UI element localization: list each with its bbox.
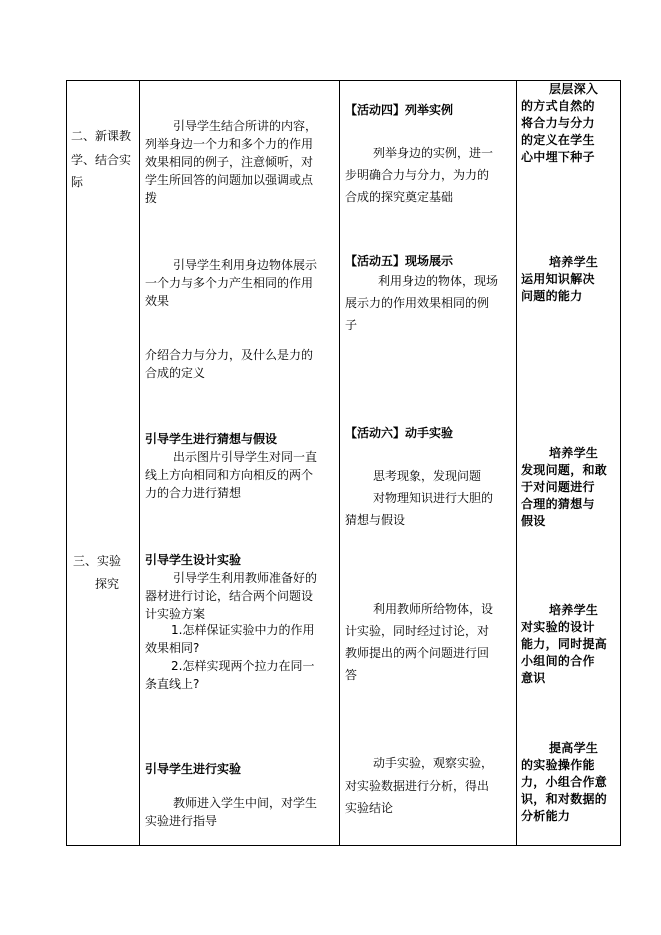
- stage-new-lesson-line-2: 学、结合实: [71, 153, 132, 167]
- conduct-title: 引导学生进行实验: [145, 762, 242, 776]
- teacher-list-examples-line-2: 列举身边一个力和多个力的作用: [145, 137, 314, 151]
- design-student-line-1: 利用教师所给物体，设: [373, 602, 494, 616]
- intent-d-line-2: 对实验的设计: [521, 620, 595, 634]
- intent-c-line-3: 于对问题进行: [521, 480, 595, 494]
- guess-text-line-3: 力的合力进行猜想: [145, 486, 242, 500]
- guess-title: 引导学生进行猜想与假设: [145, 432, 278, 446]
- question-2-line-2: 条直线上?: [145, 677, 200, 691]
- intent-b-line-2: 运用知识解决: [521, 272, 595, 286]
- intent-d-line-3: 能力，同时提高: [521, 637, 608, 651]
- teacher-demo-line-1: 引导学生利用身边物体展示: [173, 258, 318, 272]
- activity-5-text-line-3: 子: [345, 318, 358, 332]
- conduct-student-line-2: 对实验数据进行分析，得出: [345, 779, 490, 793]
- question-2-line-1: 2.怎样实现两个拉力在同一: [171, 659, 315, 673]
- teacher-definition-line-2: 合成的定义: [145, 366, 206, 380]
- teacher-definition-line-1: 介绍合力与分力，及什么是力的: [145, 348, 314, 362]
- intent-a-line-3: 将合力与分力: [521, 116, 595, 130]
- question-1-line-2: 效果相同?: [145, 641, 200, 655]
- design-student-line-2: 计实验，同时经过讨论，对: [345, 624, 490, 638]
- intent-e-line-5: 分析能力: [521, 809, 571, 823]
- question-1-line-1: 1.怎样保证实验中力的作用: [171, 623, 315, 637]
- design-text-line-3: 计实验方案: [145, 607, 206, 621]
- intent-c-line-1: 培养学生: [549, 446, 599, 460]
- guess-text-line-2: 线上方向相同和方向相反的两个: [145, 468, 314, 482]
- conduct-student-line-3: 实验结论: [345, 801, 394, 815]
- stage-new-lesson-line-3: 际: [71, 175, 84, 189]
- guess-text-line-1: 出示图片引导学生对同一直: [173, 450, 318, 464]
- activity-4-title: 【活动四】列举实例: [345, 103, 454, 117]
- intent-a-line-5: 心中埋下种子: [521, 150, 595, 164]
- design-student-line-3: 教师提出的两个问题进行回: [345, 646, 490, 660]
- teacher-demo-line-3: 效果: [145, 294, 170, 308]
- teacher-list-examples-line-1: 引导学生结合所讲的内容，: [173, 119, 318, 133]
- intent-c-line-4: 合理的猜想与: [521, 497, 595, 511]
- conduct-text-line-2: 实验进行指导: [145, 814, 218, 828]
- activity-5-text-line-2: 展示力的作用效果相同的例: [345, 296, 490, 310]
- activity-6-text-a: 思考现象，发现问题: [373, 469, 482, 483]
- teacher-list-examples-line-5: 拨: [145, 191, 158, 205]
- intent-a-line-1: 层层深入: [549, 82, 599, 96]
- design-text-line-2: 器材进行讨论，结合两个问题设: [145, 589, 314, 603]
- conduct-student-line-1: 动手实验，观察实验，: [373, 756, 494, 770]
- activity-4-text-line-1: 列举身边的实例，进一: [373, 146, 494, 160]
- design-title: 引导学生设计实验: [145, 553, 242, 567]
- intent-e-line-1: 提高学生: [549, 741, 599, 755]
- intent-e-line-4: 识，和对数据的: [521, 792, 608, 806]
- activity-6-title: 【活动六】动手实验: [345, 426, 454, 440]
- stage-new-lesson-line-1: 二、新课教: [71, 129, 132, 143]
- teacher-demo-line-2: 一个力与多个力产生相同的作用: [145, 276, 314, 290]
- column-divider-3: [516, 80, 517, 846]
- teacher-list-examples-line-3: 效果相同的例子，注意倾听，对: [145, 155, 314, 169]
- activity-5-title: 【活动五】现场展示: [345, 254, 454, 268]
- teacher-list-examples-line-4: 学生所回答的问题加以强调或点: [145, 173, 314, 187]
- intent-d-line-1: 培养学生: [549, 603, 599, 617]
- activity-5-text-line-1: 利用身边的物体，现场: [378, 274, 499, 288]
- intent-d-line-4: 小组间的合作: [521, 654, 595, 668]
- activity-4-text-line-2: 步明确合力与分力，为力的: [345, 168, 490, 182]
- intent-c-line-2: 发现问题，和敢: [521, 463, 608, 477]
- activity-4-text-line-3: 合成的探究奠定基础: [345, 190, 454, 204]
- intent-e-line-3: 力，小组合作意: [521, 775, 608, 789]
- intent-a-line-2: 的方式自然的: [521, 99, 595, 113]
- design-student-line-4: 答: [345, 668, 358, 682]
- stage-experiment-line-1: 三、实验: [73, 554, 122, 568]
- activity-6-text-b-line-2: 猜想与假设: [345, 513, 406, 527]
- design-text-line-1: 引导学生利用教师准备好的: [173, 571, 318, 585]
- intent-d-line-5: 意识: [521, 671, 546, 685]
- intent-e-line-2: 的实验操作能: [521, 758, 595, 772]
- column-divider-2: [339, 80, 340, 846]
- activity-6-text-b-line-1: 对物理知识进行大胆的: [373, 491, 494, 505]
- intent-b-line-1: 培养学生: [549, 255, 599, 269]
- intent-c-line-5: 假设: [521, 514, 546, 528]
- column-divider-1: [139, 80, 140, 846]
- intent-a-line-4: 的定义在学生: [521, 133, 595, 147]
- stage-experiment-line-2: 探究: [95, 577, 120, 591]
- conduct-text-line-1: 教师进入学生中间，对学生: [173, 796, 318, 810]
- intent-b-line-3: 问题的能力: [521, 289, 583, 303]
